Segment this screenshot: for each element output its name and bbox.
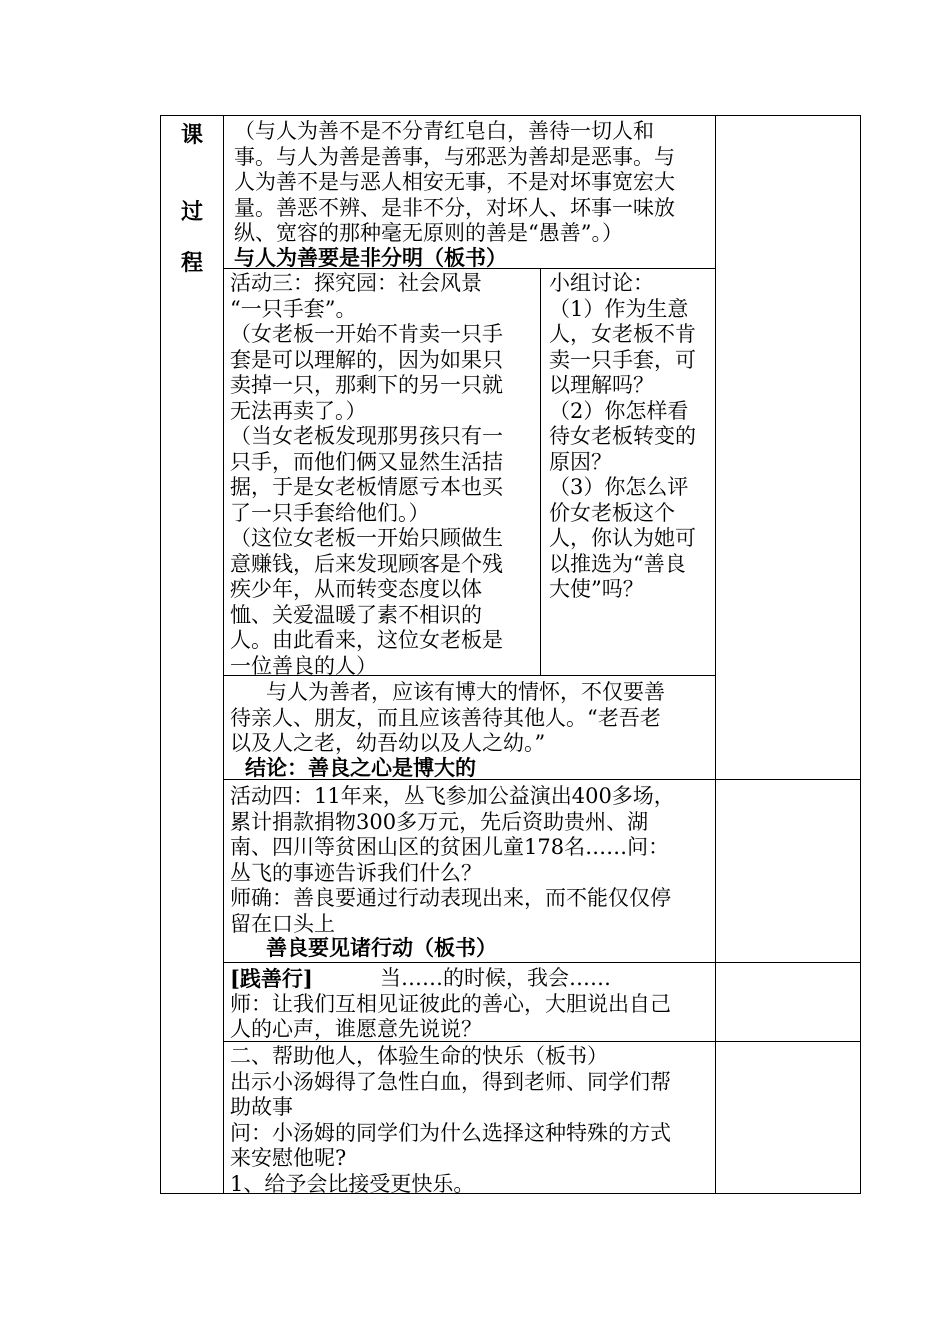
section2-line: 助故事 xyxy=(230,1095,293,1119)
activity4-line: 累计捐款捐物300多万元，先后资助贵州、湖 xyxy=(230,809,649,834)
table-top-border xyxy=(160,115,861,116)
row-divider-practice-top xyxy=(223,962,861,963)
section1-line: 纵、宽容的那种毫无原则的善是“愚善”。） xyxy=(234,221,623,246)
activity3-line: 活动三：探究园：社会风景 xyxy=(230,271,482,295)
activity4-line: 活动四：11年来，丛飞参加公益演出400多场， xyxy=(230,784,675,808)
discussion-line: 人，你认为她可 xyxy=(549,526,696,550)
activity3-line: 套是可以理解的，因为如果只 xyxy=(230,347,503,372)
activity3-line: 据，于是女老板情愿亏本也买 xyxy=(230,475,503,499)
activity3-split xyxy=(540,268,541,675)
section2-line: 问：小汤姆的同学们为什么选择这种特殊的方式 xyxy=(230,1120,671,1145)
section3-line: 待亲人、朋友，而且应该善待其他人。“老吾老 xyxy=(230,705,661,730)
section2-line: 出示小汤姆得了急性白血，得到老师、同学们帮 xyxy=(230,1069,671,1094)
table-right-border xyxy=(860,115,861,1194)
board-note-1: 与人为善要是非分明（板书） xyxy=(234,245,507,270)
discussion-line: （1）作为生意 xyxy=(549,296,689,321)
activity4-line: 南、四川等贫困山区的贫困儿童178名……问： xyxy=(230,835,670,859)
discussion-line: 卖一只手套，可 xyxy=(549,347,696,372)
side-label-char-2: 过 xyxy=(180,199,203,225)
discussion-line: 价女老板这个 xyxy=(549,500,675,525)
discussion-line: 人，女老板不肯 xyxy=(549,322,696,346)
section3-line: 与人为善者，应该有博大的情怀，不仅要善 xyxy=(266,680,665,704)
table-col-divider-1 xyxy=(223,115,224,1194)
activity3-line: 恤、关爱温暖了素不相识的 xyxy=(230,602,482,627)
discussion-line: 待女老板转变的 xyxy=(549,424,696,448)
activity3-line: “一只手套”。 xyxy=(230,296,357,321)
section2-line: 1、给予会比接受更快乐。 xyxy=(230,1171,475,1196)
activity4-line: 丛飞的事迹告诉我们什么？ xyxy=(230,860,482,885)
discussion-line: 大使”吗？ xyxy=(549,577,644,601)
section2-line: 二、帮助他人，体验生命的快乐（板书） xyxy=(230,1044,608,1068)
board-note-2: 善良要见诸行动（板书） xyxy=(266,935,497,960)
activity3-line: 意赚钱，后来发现顾客是个残 xyxy=(230,551,503,576)
section1-line: 量。善恶不辨、是非不分，对坏人、坏事一味放 xyxy=(234,195,675,220)
section3-line: 以及人之老，幼吾幼以及人之幼。” xyxy=(230,731,546,755)
conclusion: 结论：善良之心是博大的 xyxy=(245,755,476,780)
activity3-line: 了一只手套给他们。） xyxy=(230,500,430,525)
section1-line: （与人为善不是不分青红皂白，善待一切人和 xyxy=(234,119,654,143)
activity3-line: 疾少年，从而转变态度以体 xyxy=(230,577,482,601)
activity3-line: 无法再卖了。） xyxy=(230,398,367,423)
activity3-line: 卖掉一只，那剩下的另一只就 xyxy=(230,373,503,397)
activity3-line: （当女老板发现那男孩只有一 xyxy=(230,424,503,448)
section1-line: 事。与人为善是善事，与邪恶为善却是恶事。与 xyxy=(234,144,675,169)
activity3-line: 人。由此看来，这位女老板是 xyxy=(230,628,503,652)
section2-line: 来安慰他呢? xyxy=(230,1146,347,1170)
discussion-line: 小组讨论： xyxy=(549,271,654,295)
activity3-line: （女老板一开始不肯卖一只手 xyxy=(230,322,503,346)
side-label-char-1: 课 xyxy=(180,122,203,148)
discussion-line: 以推选为“善良 xyxy=(549,551,686,576)
side-label-char-3: 程 xyxy=(180,250,203,276)
section1-line: 人为善不是与恶人相安无事，不是对坏事宽宏大 xyxy=(234,170,675,195)
activity3-line: （这位女老板一开始只顾做生 xyxy=(230,526,503,550)
practice-line: 人的心声，谁愿意先说说？ xyxy=(230,1017,482,1041)
activity3-line: 一位善良的人） xyxy=(230,653,377,678)
activity3-line: 只手，而他们俩又显然生活拮 xyxy=(230,449,503,474)
discussion-line: （3）你怎么评 xyxy=(549,475,689,499)
discussion-line: （2）你怎样看 xyxy=(549,398,689,423)
table-left-border xyxy=(160,115,161,1194)
practice-line: 师：让我们互相见证彼此的善心，大胆说出自己 xyxy=(230,991,671,1016)
practice-label: [践善行] xyxy=(230,966,313,991)
discussion-line: 原因？ xyxy=(549,449,612,474)
activity4-line: 留在口头上 xyxy=(230,911,335,936)
activity4-line: 师确：善良要通过行动表现出来，而不能仅仅停 xyxy=(230,886,671,910)
discussion-line: 以理解吗？ xyxy=(549,373,654,397)
table-col-divider-2 xyxy=(715,115,716,1194)
practice-prompt: 当……的时候，我会…… xyxy=(380,966,611,990)
